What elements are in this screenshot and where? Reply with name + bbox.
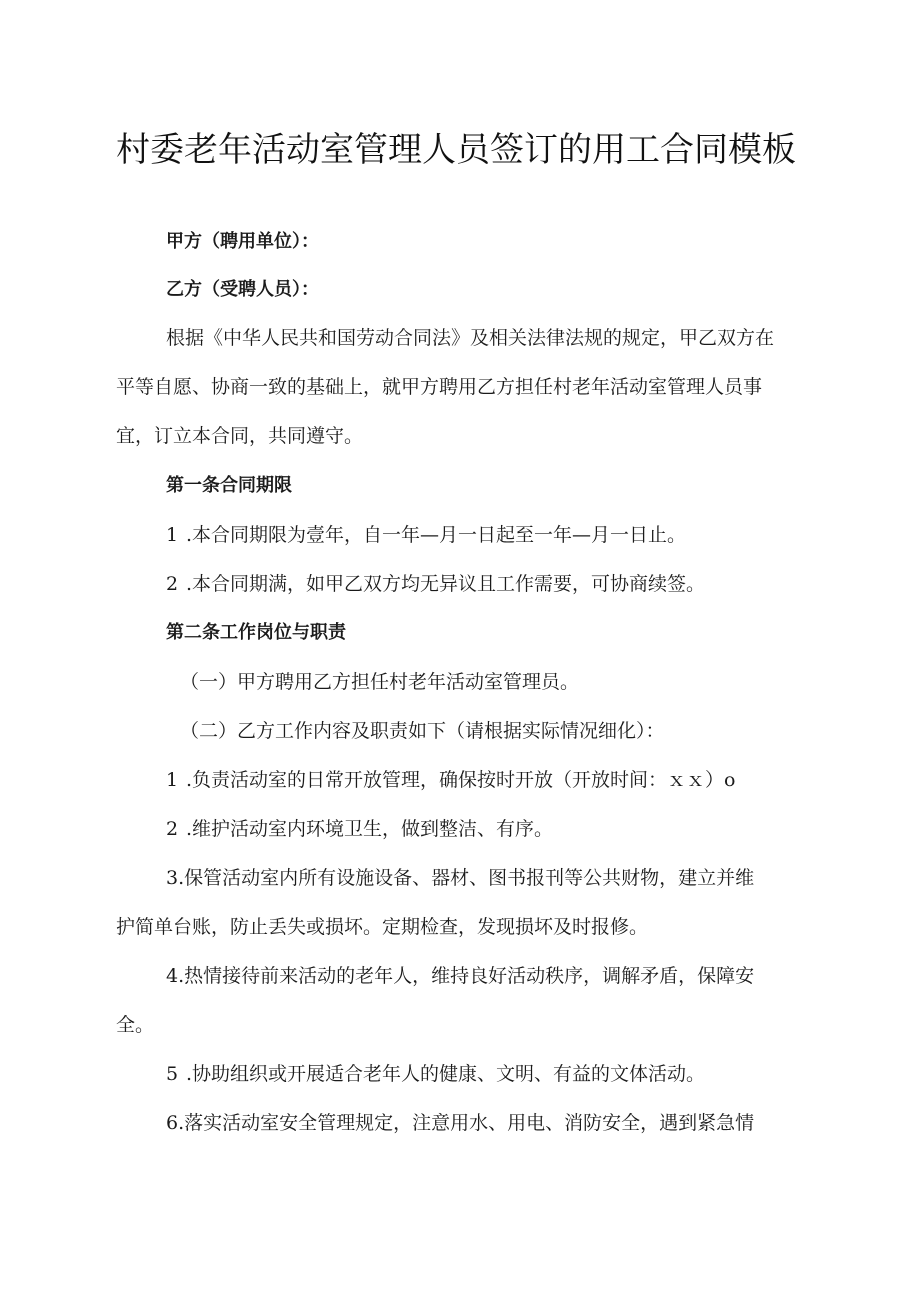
article-2-heading: 第二条工作岗位与职责 (166, 622, 346, 643)
article-1-item-2 (166, 570, 705, 598)
item-number: 1 (166, 524, 179, 546)
party-a-label: 甲方（聘用单位）： (166, 231, 319, 252)
article-2-item-5 (166, 1060, 705, 1088)
document-title: 村委老年活动室管理人员签订的用工合同模板 (116, 130, 796, 170)
article-2-item-2 (166, 815, 553, 843)
article-2-sub-1: （一）甲方聘用乙方担任村老年活动室管理员。 (180, 671, 580, 693)
intro-line-1: 根据《中华人民共和国劳动合同法》及相关法律法规的规定，甲乙双方在 (166, 327, 775, 349)
item-number: 2 (166, 818, 179, 840)
item-number: 5 (166, 1063, 179, 1085)
item-text: .本合同期满，如甲乙双方均无异议且工作需要，可协商续签。 (186, 573, 706, 595)
article-2-item-1 (166, 766, 735, 794)
article-2-sub-2: （二）乙方工作内容及职责如下（请根据实际情况细化）： (180, 720, 665, 742)
item-number: 2 (166, 573, 179, 595)
article-2-item-3-line-1: 3.保管活动室内所有设施设备、器材、图书报刊等公共财物，建立并维 (166, 867, 755, 889)
item-text: .协助组织或开展适合老年人的健康、文明、有益的文体活动。 (186, 1063, 706, 1085)
party-b-label: 乙方（受聘人员）： (166, 279, 319, 300)
article-1-item-1 (166, 521, 686, 549)
item-text: .本合同期限为壹年，自一年—月一日起至一年—月一日止。 (186, 524, 687, 546)
article-2-item-3-line-2: 护简单台账，防止丢失或损坏。定期检查，发现损坏及时报修。 (116, 916, 649, 938)
article-1-heading: 第一条合同期限 (166, 475, 292, 496)
item-number: 1 (166, 769, 179, 791)
item-text: .维护活动室内环境卫生，做到整洁、有序。 (186, 818, 554, 840)
article-2-item-4-line-1: 4.热情接待前来活动的老年人，维持良好活动秩序，调解矛盾，保障安 (166, 965, 755, 987)
article-2-item-4-line-2: 全。 (116, 1014, 155, 1036)
item-text: .负责活动室的日常开放管理，确保按时开放（开放时间：ｘｘ）o (186, 769, 736, 791)
intro-line-3: 宜，订立本合同，共同遵守。 (116, 425, 364, 447)
article-2-item-6-line-1: 6.落实活动室安全管理规定，注意用水、用电、消防安全，遇到紧急情 (166, 1112, 755, 1134)
intro-line-2: 平等自愿、协商一致的基础上，就甲方聘用乙方担任村老年活动室管理人员事 (116, 376, 763, 398)
